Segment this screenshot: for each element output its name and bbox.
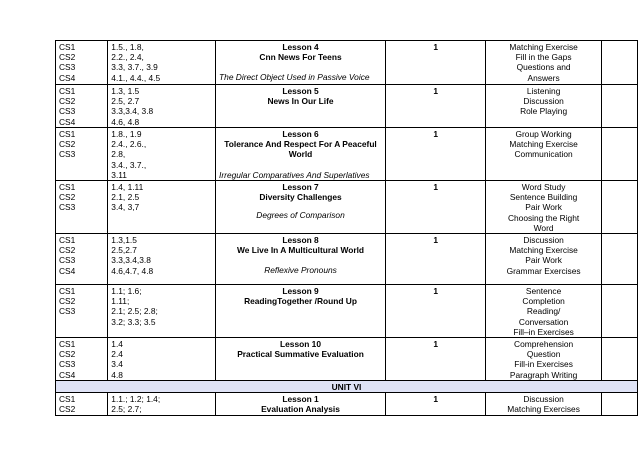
unit-heading: UNIT VI bbox=[56, 381, 638, 393]
activities-cell: Discussion Matching Exercise Pair Work Grammar Exercises bbox=[486, 234, 601, 285]
grammar-topic: The Direct Object Used in Passive Voice bbox=[219, 72, 370, 83]
competence-codes-cell: CS1 CS2 CS3 CS4 bbox=[56, 338, 108, 381]
sub-competence-refs-cell: 1.1.; 1.2; 1.4; 2.5; 2.7; bbox=[108, 393, 216, 415]
lesson-cell bbox=[216, 85, 386, 128]
hours-cell: 1 bbox=[385, 85, 485, 128]
sub-competence-refs-cell: 1.4 2.4 3.4 4.8 bbox=[108, 338, 216, 381]
notes-cell bbox=[601, 128, 637, 181]
lesson-cell bbox=[216, 41, 386, 85]
hours-cell: 1 bbox=[385, 234, 485, 285]
competence-codes-cell: CS1 CS2 CS3 bbox=[56, 181, 108, 234]
lesson-cell bbox=[216, 181, 386, 234]
lesson-cell bbox=[216, 234, 386, 285]
lesson-title: Cnn News For Teens bbox=[259, 52, 342, 63]
lesson-number: Lesson 8 bbox=[282, 235, 319, 246]
competence-codes-cell: CS1 CS2 CS3 CS4 bbox=[56, 41, 108, 85]
activities-cell: Listening Discussion Role Playing bbox=[486, 85, 601, 128]
hours-cell: 1 bbox=[385, 41, 485, 85]
lesson-title: Practical Summative Evaluation bbox=[237, 349, 364, 360]
notes-cell bbox=[601, 234, 637, 285]
lesson-title: News In Our Life bbox=[267, 96, 334, 107]
table-row bbox=[56, 181, 638, 234]
sub-competence-refs-cell: 1.3, 1.5 2.5, 2.7 3.3,3.4, 3.8 4.6, 4.8 bbox=[108, 85, 216, 128]
lesson-number: Lesson 1 bbox=[282, 394, 319, 405]
table-row bbox=[56, 234, 638, 285]
notes-cell bbox=[601, 41, 637, 85]
grammar-topic: Reflexive Pronouns bbox=[264, 265, 337, 276]
sub-competence-refs-cell: 1.4, 1.11 2.1, 2.5 3.4, 3,7 bbox=[108, 181, 216, 234]
lesson-title-cont: World bbox=[288, 149, 313, 160]
lesson-title: Evaluation Analysis bbox=[261, 404, 340, 415]
lesson-title: ReadingTogether /Round Up bbox=[244, 296, 357, 307]
notes-cell bbox=[601, 85, 637, 128]
grammar-topic: Irregular Comparatives And Superlatives bbox=[219, 169, 370, 180]
table-row bbox=[56, 85, 638, 128]
activities-cell: Discussion Matching Exercises bbox=[486, 393, 601, 415]
lesson-title: We Live In A Multicultural World bbox=[237, 245, 365, 256]
lesson-number: Lesson 5 bbox=[282, 86, 319, 96]
notes-cell bbox=[601, 338, 637, 381]
grammar-topic: Degrees of Comparison bbox=[256, 210, 345, 221]
activities-cell: Group Working Matching Exercise Communication bbox=[486, 128, 601, 181]
competence-codes-cell: CS1 CS2 bbox=[56, 393, 108, 415]
hours-cell: 1 bbox=[385, 393, 485, 415]
sub-competence-refs-cell: 1.8., 1.9 2.4., 2.6., 2.8, 3.4., 3.7., 3.11 bbox=[108, 128, 216, 181]
hours-cell: 1 bbox=[385, 338, 485, 381]
lesson-title: Tolerance And Respect For A Peaceful bbox=[224, 139, 377, 150]
lesson-number: Lesson 10 bbox=[280, 339, 321, 350]
notes-cell bbox=[601, 181, 637, 234]
competence-codes-cell: CS1 CS2 CS3 CS4 bbox=[56, 234, 108, 285]
unit-heading-row bbox=[56, 381, 638, 393]
curriculum-table bbox=[55, 40, 638, 416]
lesson-number: Lesson 6 bbox=[282, 129, 319, 139]
competence-codes-cell: CS1 CS2 CS3 bbox=[56, 128, 108, 181]
lesson-title: Diversity Challenges bbox=[259, 192, 342, 203]
lesson-cell bbox=[216, 285, 386, 338]
activities-cell: Word Study Sentence Building Pair Work Choosing the Right Word bbox=[486, 181, 601, 234]
notes-cell bbox=[601, 285, 637, 338]
activities-cell: Comprehension Question Fill-in Exercises Paragraph Writing bbox=[486, 338, 601, 381]
table-row bbox=[56, 41, 638, 85]
table-row bbox=[56, 128, 638, 181]
lesson-cell bbox=[216, 128, 386, 181]
hours-cell: 1 bbox=[385, 181, 485, 234]
lesson-cell bbox=[216, 338, 386, 381]
lesson-number: Lesson 7 bbox=[282, 182, 319, 193]
sub-competence-refs-cell: 1.3,1.5 2.5,2.7 3.3,3.4,3.8 4.6,4.7, 4.8 bbox=[108, 234, 216, 285]
notes-cell bbox=[601, 393, 637, 415]
competence-codes-cell: CS1 CS2 CS3 CS4 bbox=[56, 85, 108, 128]
table-row bbox=[56, 338, 638, 381]
lesson-cell bbox=[216, 393, 386, 415]
lesson-number: Lesson 4 bbox=[282, 42, 319, 52]
lesson-number: Lesson 9 bbox=[282, 286, 319, 297]
table-row bbox=[56, 285, 638, 338]
sub-competence-refs-cell: 1.5., 1.8, 2.2., 2.4, 3.3, 3.7., 3.9 4.1., 4.4., 4.5 bbox=[108, 41, 216, 85]
hours-cell: 1 bbox=[385, 285, 485, 338]
sub-competence-refs-cell: 1.1; 1.6; 1.11; 2.1; 2.5; 2.8; 3.2; 3.3; 3.5 bbox=[108, 285, 216, 338]
activities-cell: Matching Exercise Fill in the Gaps Questions and Answers bbox=[486, 41, 601, 85]
activities-cell: Sentence Completion Reading/ Conversation Fill–in Exercises bbox=[486, 285, 601, 338]
table-row bbox=[56, 393, 638, 415]
hours-cell: 1 bbox=[385, 128, 485, 181]
competence-codes-cell: CS1 CS2 CS3 bbox=[56, 285, 108, 338]
